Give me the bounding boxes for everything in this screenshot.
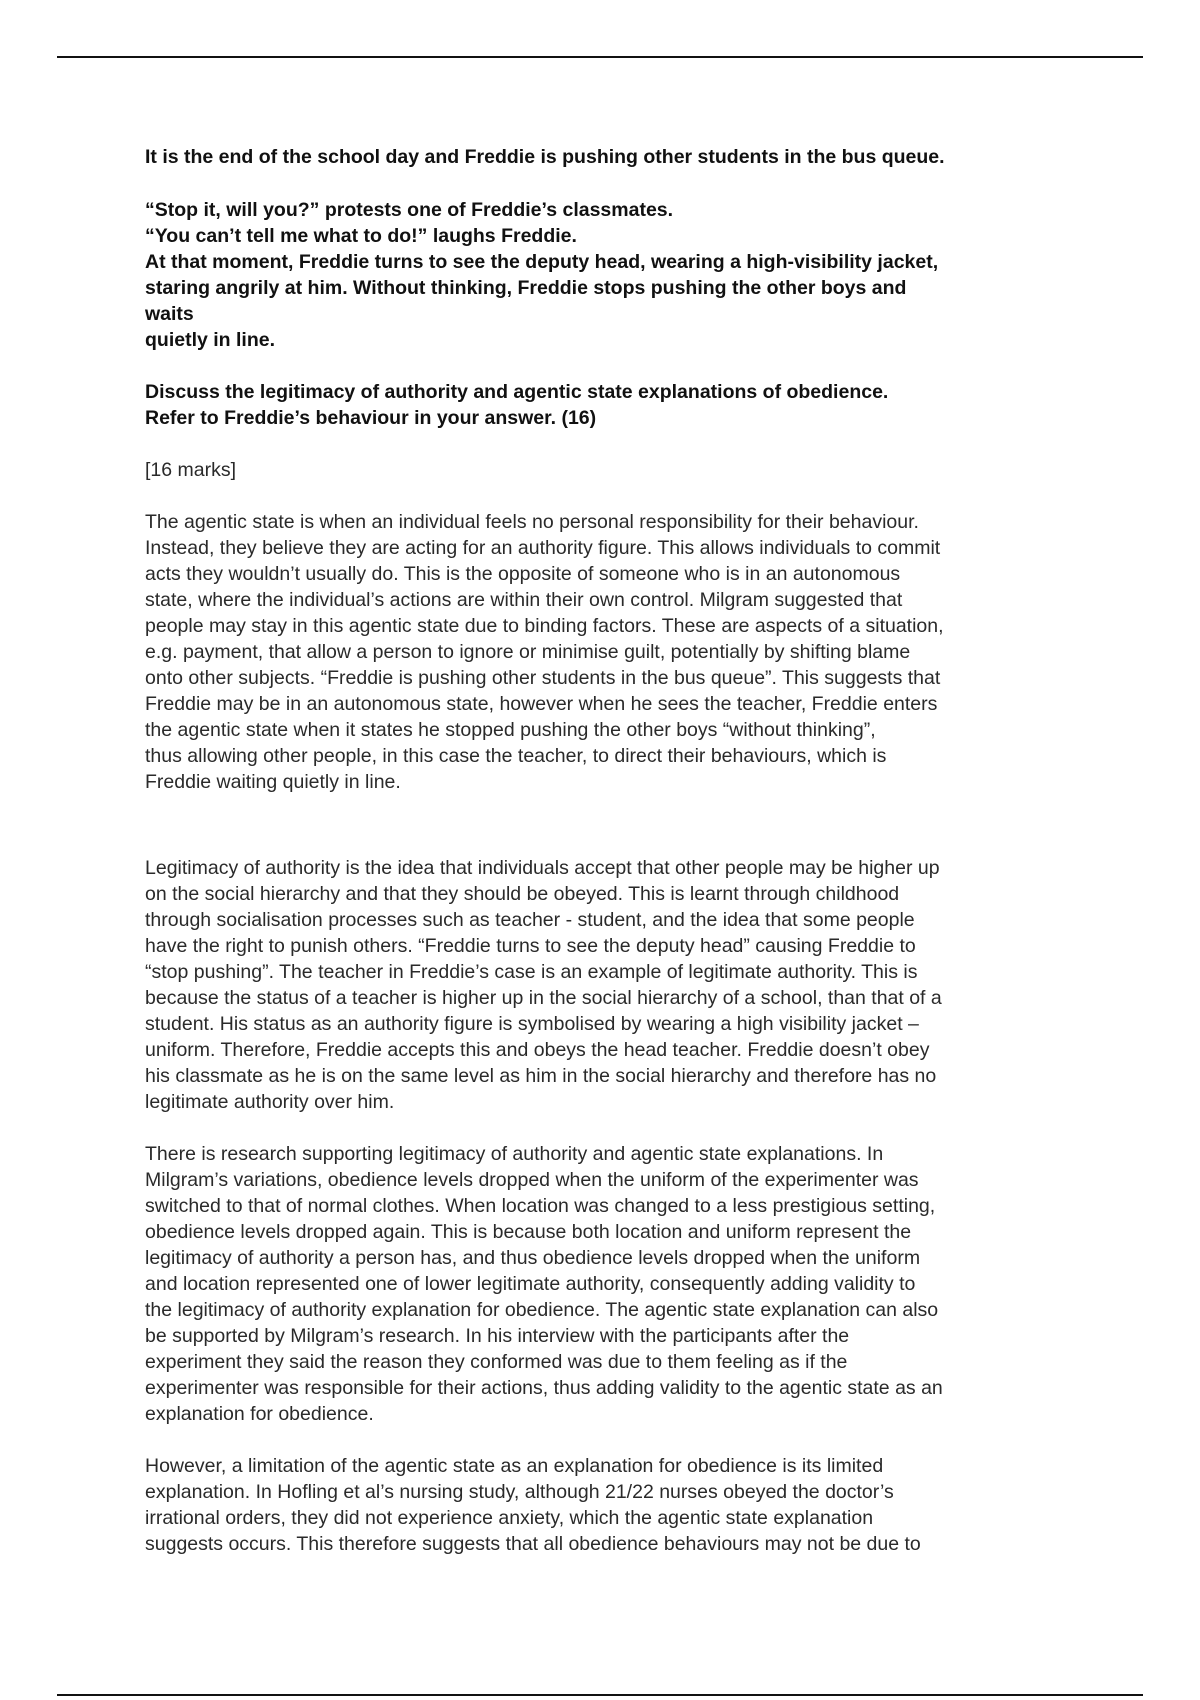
paragraph-line: obedience levels dropped again. This is because both location and uniform represent the [145,1221,912,1243]
answer-paragraph-limitation [145,1453,1075,1557]
scenario-line: “Stop it, will you?” protests one of Freddie’s classmates. [145,199,674,221]
paragraph-line: uniform. Therefore, Freddie accepts this and obeys the head teacher. Freddie doesn’t obey [145,1039,930,1061]
paragraph-line: The agentic state is when an individual feels no personal responsibility for their behaviour. [145,511,919,533]
paragraph-line: people may stay in this agentic state due to binding factors. These are aspects of a situation, [145,615,944,637]
scenario-line: “You can’t tell me what to do!” laughs Freddie. [145,225,577,247]
paragraph-line: and location represented one of lower legitimate authority, consequently adding validity to [145,1273,916,1295]
paragraph-line: through socialisation processes such as teacher - student, and the idea that some people [145,909,915,931]
paragraph-line: experimenter was responsible for their actions, thus adding validity to the agentic state as an [145,1377,943,1399]
paragraph-line: Freddie may be in an autonomous state, however when he sees the teacher, Freddie enters [145,693,938,715]
paragraph-line: student. His status as an authority figure is symbolised by wearing a high visibility jacket – [145,1013,919,1035]
bottom-rule [57,1694,1143,1696]
paragraph-line: Milgram’s variations, obedience levels dropped when the uniform of the experimenter was [145,1169,919,1191]
paragraph-line: suggests occurs. This therefore suggests that all obedience behaviours may not be due to [145,1533,921,1555]
paragraph-line: state, where the individual’s actions are within their own control. Milgram suggested that [145,589,903,611]
scenario-line: waits [145,303,194,325]
paragraph-line: onto other subjects. “Freddie is pushing other students in the bus queue”. This suggests that [145,667,941,689]
top-rule [57,56,1143,58]
paragraph-line: Freddie waiting quietly in line. [145,771,401,793]
paragraph-line: explanation. In Hofling et al’s nursing study, although 21/22 nurses obeyed the doctor’s [145,1481,894,1503]
paragraph-line: irrational orders, they did not experience anxiety, which the agentic state explanation [145,1507,874,1529]
paragraph-line: have the right to punish others. “Freddie turns to see the deputy head” causing Freddie to [145,935,916,957]
question-prompt [145,144,1075,431]
scenario-line: At that moment, Freddie turns to see the deputy head, wearing a high-visibility jacket, [145,251,939,273]
paragraph-line: acts they wouldn’t usually do. This is the opposite of someone who is in an autonomous [145,563,901,585]
paragraph-line: the agentic state when it states he stopped pushing the other boys “without thinking”, [145,719,876,741]
paragraph-line: e.g. payment, that allow a person to ignore or minimise guilt, potentially by shifting blame [145,641,911,663]
paragraph-line: legitimacy of authority a person has, and thus obedience levels dropped when the uniform [145,1247,921,1269]
paragraph-line: Legitimacy of authority is the idea that individuals accept that other people may be higher up [145,857,940,879]
paragraph-line: There is research supporting legitimacy of authority and agentic state explanations. In [145,1143,884,1165]
paragraph-line: because the status of a teacher is higher up in the social hierarchy of a school, than that of a [145,987,942,1009]
paragraph-line: However, a limitation of the agentic state as an explanation for obedience is its limited [145,1455,884,1477]
scenario-line: quietly in line. [145,329,276,351]
paragraph-line: switched to that of normal clothes. When location was changed to a less prestigious setting, [145,1195,936,1217]
question-line: Refer to Freddie’s behaviour in your answer. (16) [145,407,597,429]
marks-label: [16 marks] [145,459,237,481]
paragraph-line: thus allowing other people, in this case the teacher, to direct their behaviours, which is [145,745,887,767]
paragraph-line: the legitimacy of authority explanation for obedience. The agentic state explanation can also [145,1299,939,1321]
paragraph-line: be supported by Milgram’s research. In his interview with the participants after the [145,1325,850,1347]
prompt-intro: It is the end of the school day and Freddie is pushing other students in the bus queue. [145,146,945,168]
paragraph-line: legitimate authority over him. [145,1091,395,1113]
paragraph-line: explanation for obedience. [145,1403,374,1425]
paragraph-line: on the social hierarchy and that they should be obeyed. This is learnt through childhood [145,883,900,905]
paragraph-line: experiment they said the reason they conformed was due to them feeling as if the [145,1351,848,1373]
question-line: Discuss the legitimacy of authority and agentic state explanations of obedience. [145,381,889,403]
answer-paragraph-research-support [145,1141,1075,1427]
scenario-line: staring angrily at him. Without thinking, Freddie stops pushing the other boys and [145,277,907,299]
paragraph-line: Instead, they believe they are acting for an authority figure. This allows individuals to commit [145,537,941,559]
answer-paragraph-legitimacy [145,855,1075,1115]
document-body [145,144,1075,1557]
paragraph-line: his classmate as he is on the same level as him in the social hierarchy and therefore has no [145,1065,937,1087]
answer-paragraph-agentic-state [145,509,1075,795]
paragraph-line: “stop pushing”. The teacher in Freddie’s case is an example of legitimate authority. This is [145,961,918,983]
